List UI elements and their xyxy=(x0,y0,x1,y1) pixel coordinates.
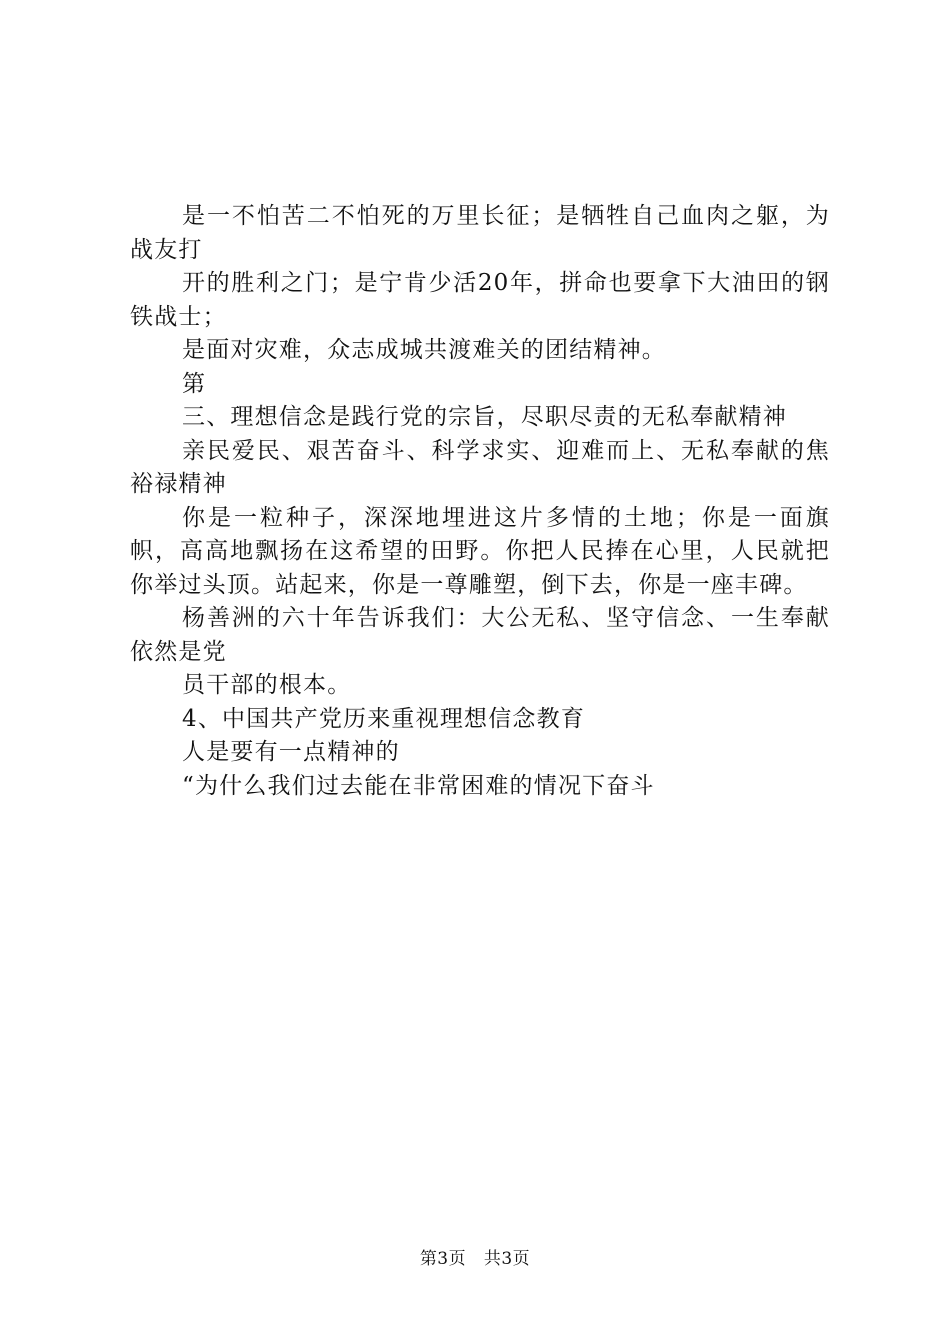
document-body xyxy=(130,200,830,803)
paragraph-9: 员干部的根本。 xyxy=(182,672,352,698)
page-separator xyxy=(472,1249,478,1269)
page-footer xyxy=(0,1244,950,1269)
paragraph-7: 你是一粒种子，深深地埋进这片多情的土地；你是一面旗帜，高高地飘扬在这希望的田野。你把人民捧在心里，人民就把你举过头顶。站起来，你是一尊雕塑，倒下去，你是一座丰碑。 xyxy=(130,504,830,598)
section-heading-4: 4、中国共产党历来重视理想信念教育 xyxy=(182,705,586,732)
paragraph-12: “为什么我们过去能在非常困难的情况下奋斗 xyxy=(182,772,655,799)
paragraph-1: 是一不怕苦二不怕死的万里长征；是牺牲自己血肉之躯，为战友打 xyxy=(130,203,830,263)
paragraph-11: 人是要有一点精神的 xyxy=(182,739,400,765)
paragraph-4: 第 xyxy=(182,370,207,397)
paragraph-8: 杨善洲的六十年告诉我们：大公无私、坚守信念、一生奉献依然是党 xyxy=(130,605,830,665)
total-pages: 共3页 xyxy=(483,1249,531,1269)
paragraph-3: 是面对灾难，众志成城共渡难关的团结精神。 xyxy=(182,337,666,363)
section-heading-3: 三、理想信念是践行党的宗旨，尽职尽责的无私奉献精神 xyxy=(182,404,787,430)
paragraph-6: 亲民爱民、艰苦奋斗、科学求实、迎难而上、无私奉献的焦裕禄精神 xyxy=(130,437,830,497)
page-number: 第3页 xyxy=(419,1249,467,1269)
paragraph-2: 开的胜利之门；是宁肯少活20年，拼命也要拿下大油田的钢铁战士； xyxy=(130,270,830,330)
